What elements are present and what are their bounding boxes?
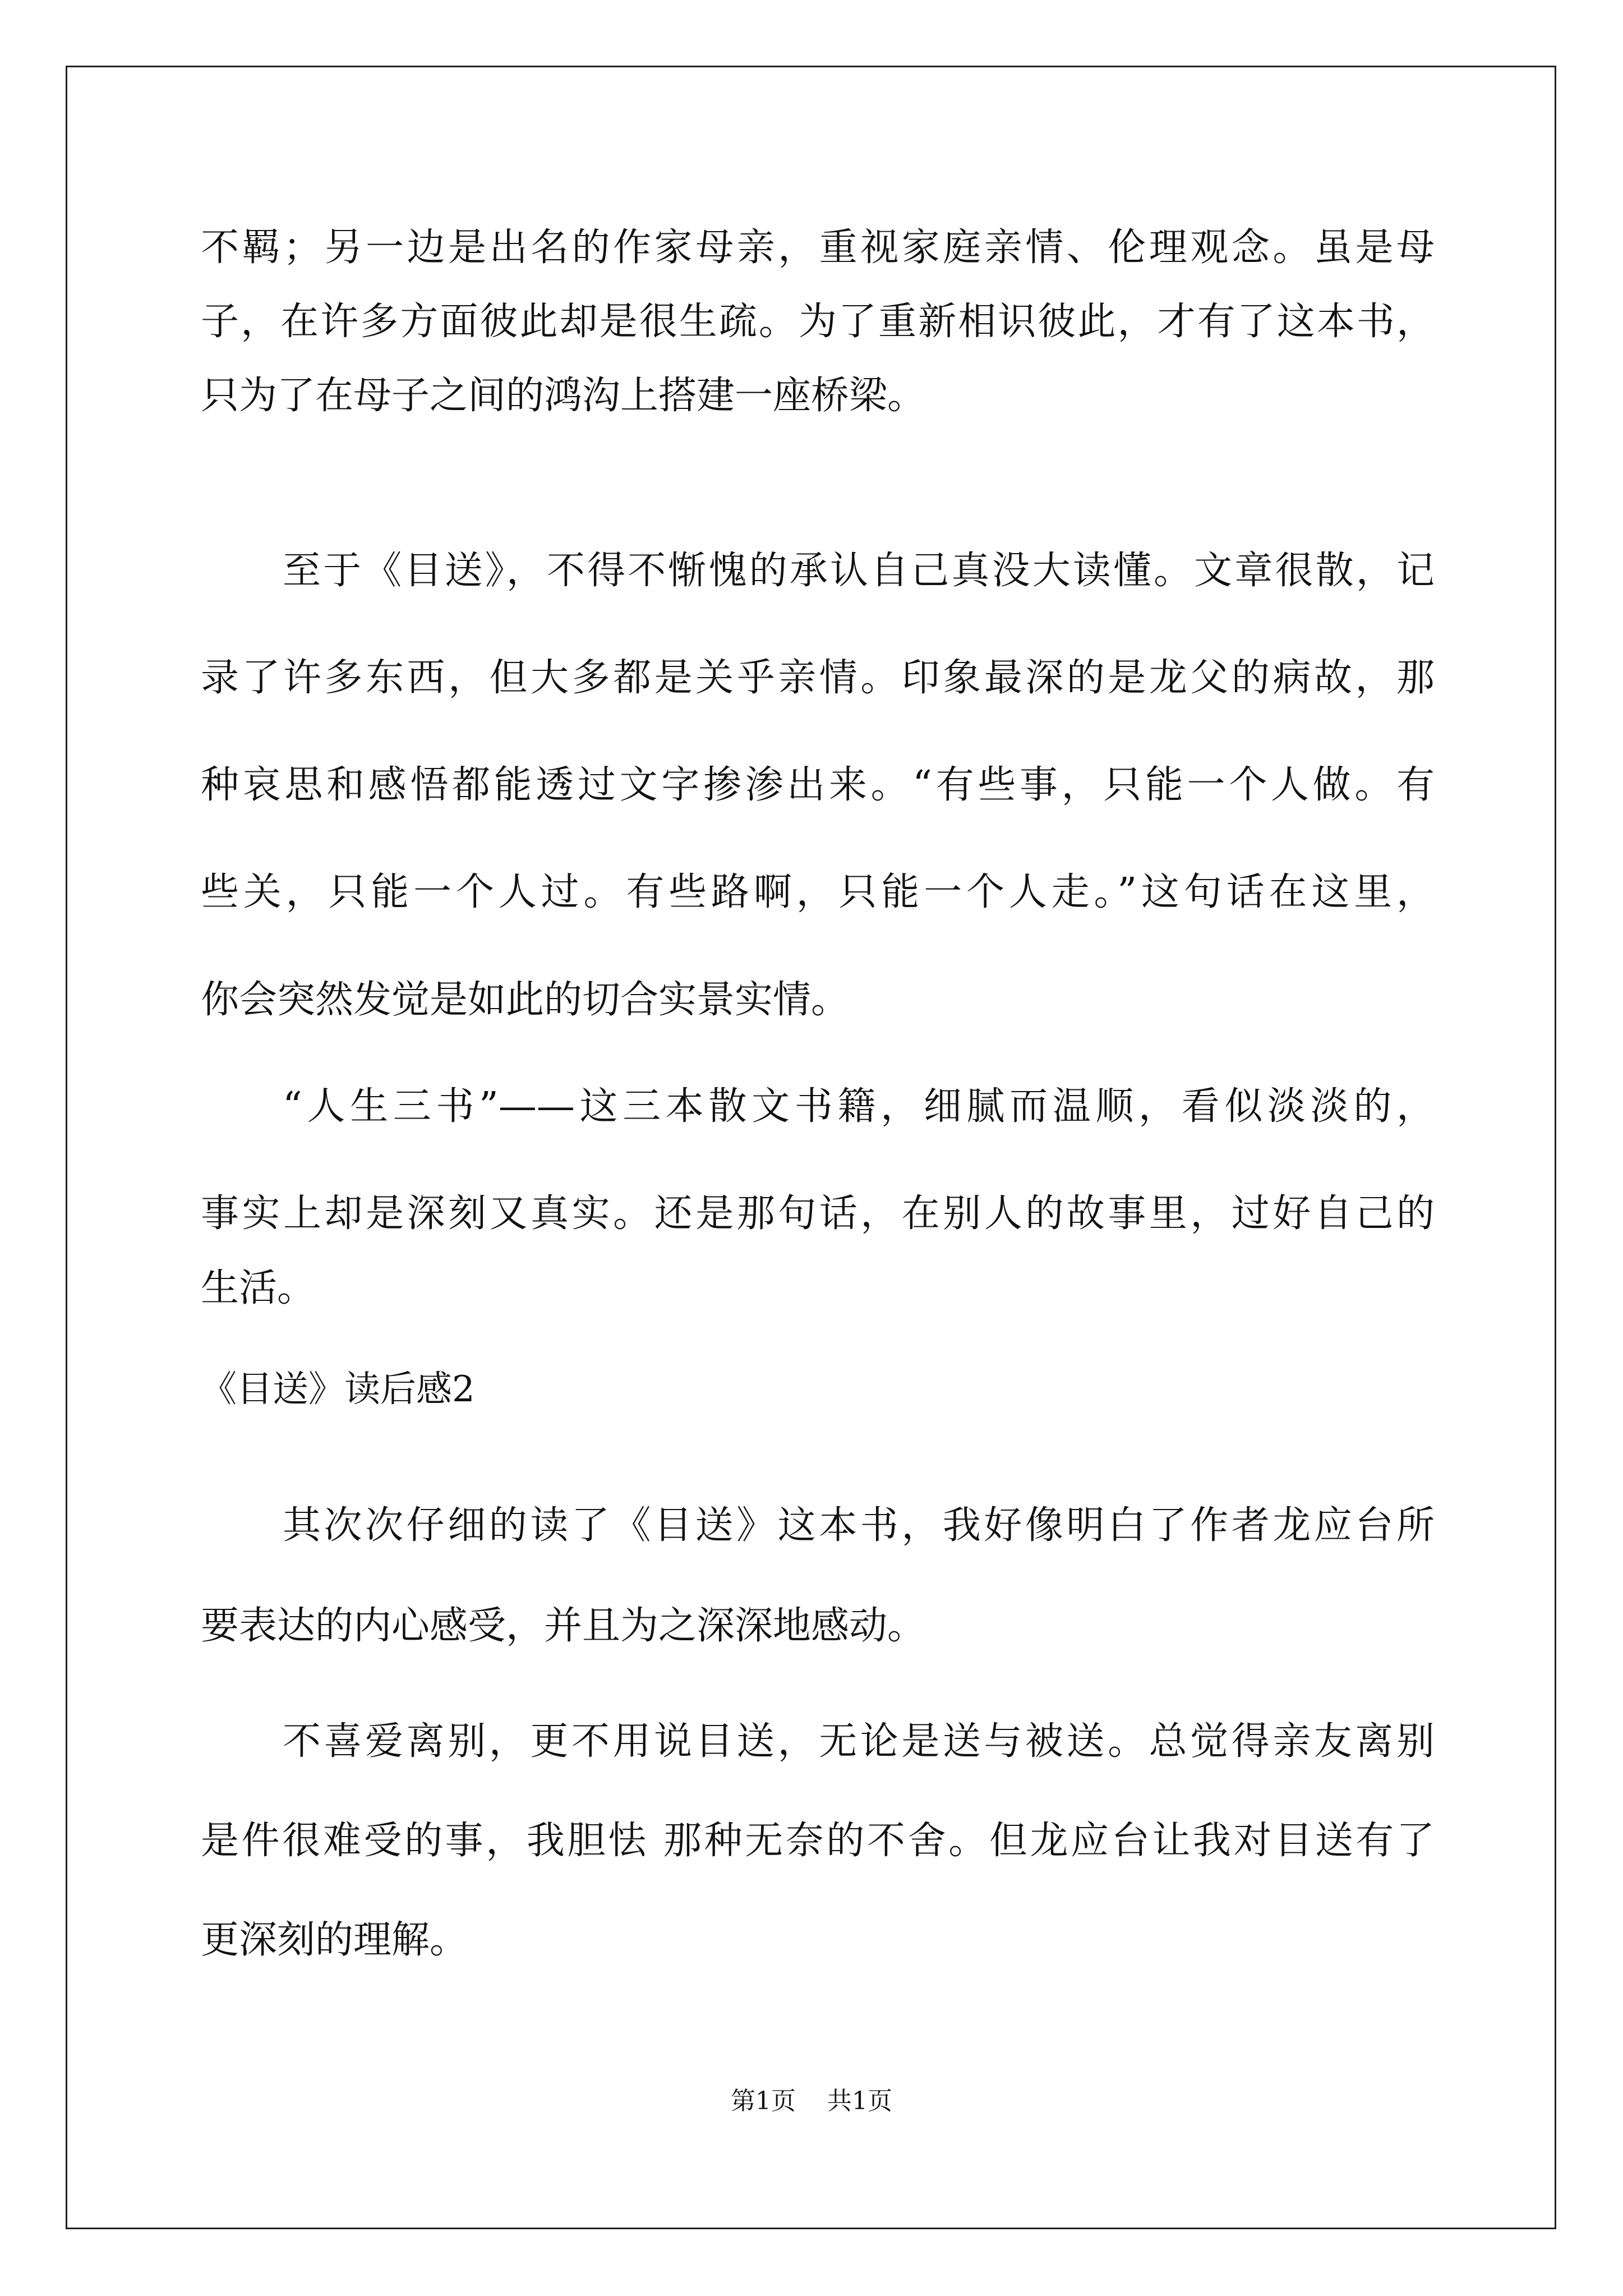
paragraph-5-line-3: 更深刻的理解。 — [201, 1918, 468, 1962]
page-footer — [0, 2087, 1623, 2116]
paragraph-2-line-4: 些关，只能一个人过。有些路啊，只能一个人走。”这句话在这里， — [201, 870, 1435, 914]
paragraph-1-line-3: 只为了在母子之间的鸿沟上搭建一座桥梁。 — [201, 374, 926, 418]
paragraph-2-line-5: 你会突然发觉是如此的切合实景实情。 — [201, 978, 850, 1022]
paragraph-3-line-1: “人生三书”——这三本散文书籍，细腻而温顺，看似淡淡的， — [283, 1084, 1435, 1129]
paragraph-3-line-2: 事实上却是深刻又真实。还是那句话，在别人的故事里，过好自己的 — [201, 1191, 1435, 1236]
page-number: 第1页 — [731, 2087, 796, 2115]
paragraph-5-line-1: 不喜爱离别，更不用说目送，无论是送与被送。总觉得亲友离别 — [283, 1719, 1435, 1764]
paragraph-2-line-1: 至于《目送》，不得不惭愧的承认自己真没大读懂。文章很散，记 — [283, 549, 1435, 593]
paragraph-1-line-1: 不羁；另一边是出名的作家母亲，重视家庭亲情、伦理观念。虽是母 — [201, 226, 1435, 270]
paragraph-1-line-2: 子，在许多方面彼此却是很生疏。为了重新相识彼此，才有了这本书， — [201, 300, 1435, 344]
paragraph-3-line-3: 生活。 — [201, 1266, 316, 1310]
paragraph-4-line-1: 其次次仔细的读了《目送》这本书，我好像明白了作者龙应台所 — [283, 1503, 1435, 1548]
page-total: 共1页 — [827, 2087, 892, 2115]
paragraph-2-line-3: 种哀思和感悟都能透过文字掺渗出来。“有些事，只能一个人做。有 — [201, 763, 1435, 807]
paragraph-4-line-2: 要表达的内心感受，并且为之深深地感动。 — [201, 1604, 926, 1648]
paragraph-5-line-2: 是件很难受的事，我胆怯 那种无奈的不舍。但龙应台让我对目送有了 — [201, 1819, 1435, 1863]
paragraph-2-line-2: 录了许多东西，但大多都是关乎亲情。印象最深的是龙父的病故，那 — [201, 656, 1435, 700]
section-heading: 《目送》读后感2 — [201, 1369, 475, 1410]
